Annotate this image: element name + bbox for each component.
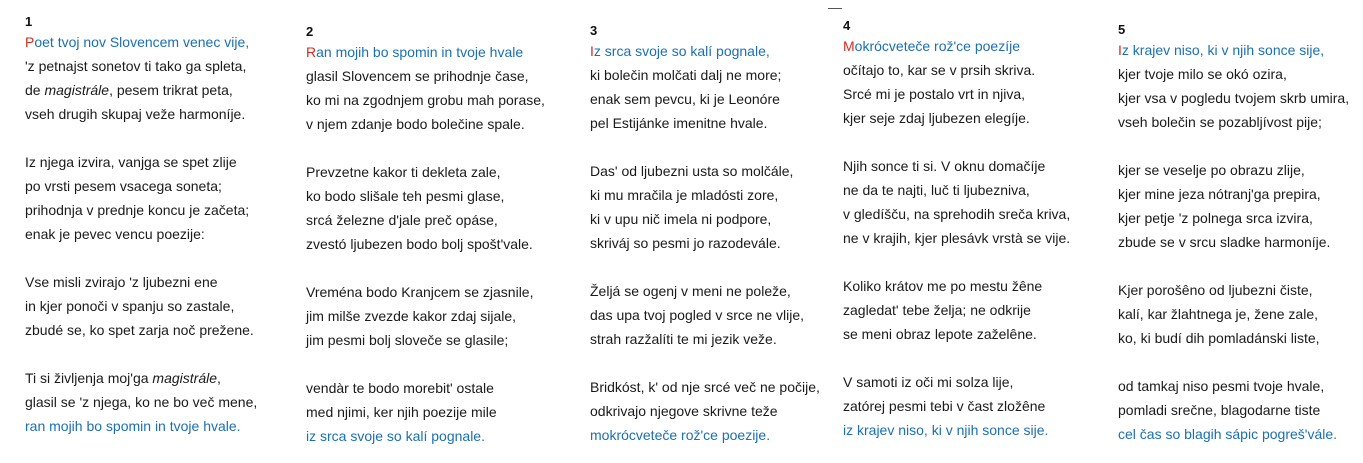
verse-text: 'z petnajst sonetov ti tako ga spleta, (25, 58, 247, 74)
initial-letter: I (590, 43, 594, 59)
verse-line (843, 34, 1105, 58)
verse-line (306, 304, 568, 328)
verse-text: odkrivajo njegove skrivne teže (590, 403, 778, 419)
stanza-gap (1118, 254, 1363, 278)
verse-emphasis: magistrále (44, 82, 110, 98)
verse-text: kjer mine jeza nótranj'ga prepira, (1118, 186, 1321, 202)
verse-text: glasil se 'z njega, ko ne bo več mene, (25, 394, 258, 410)
verse-line (25, 294, 287, 318)
verse-text: de (25, 82, 45, 98)
verse-text: pomladi srečne, blagodarne tiste (1118, 402, 1321, 418)
verse-line (306, 208, 568, 232)
verse-line (306, 64, 568, 88)
verse-text: das upa tvoj pogled v srce ne vlije, (590, 307, 805, 323)
verse-line (590, 63, 852, 87)
verse-line (25, 390, 287, 414)
verse-line (1118, 110, 1363, 134)
verse-line (590, 231, 852, 255)
verse-text: v gledíšču, na sprehodih sreča kriva, (843, 206, 1071, 222)
verse-text: Njih sonce ti si. V oknu domačíje (843, 158, 1046, 174)
verse-text: mokrócveteče rož'ce poezije. (590, 427, 771, 443)
verse-line (25, 198, 287, 222)
stanza-gap (306, 352, 568, 376)
verse-line (590, 303, 852, 327)
verse-line (1118, 302, 1363, 326)
stanza-gap (1118, 350, 1363, 374)
verse-line (25, 78, 287, 102)
verse-text: Das' od ljubezni usta so molčále, (590, 163, 794, 179)
verse-line (1118, 398, 1363, 422)
verse-text: V samoti iz oči mi solza lije, (843, 374, 1014, 390)
verse-line (25, 366, 287, 390)
verse-line (843, 274, 1105, 298)
verse-text: zvestó ljubezen bodo bolj spošt'vale. (306, 236, 533, 252)
verse-line (25, 150, 287, 174)
initial-letter: M (843, 38, 855, 54)
verse-text: Kjer porošêno od ljubezni čiste, (1118, 282, 1313, 298)
stanza-gap (25, 246, 287, 270)
verse-text: kjer tvoje milo se okó ozira, (1118, 66, 1287, 82)
sonnet-3 (590, 23, 852, 447)
verse-line (306, 88, 568, 112)
verse-line (843, 418, 1105, 442)
verse-text: Koliko krátov me po mestu žêne (843, 278, 1043, 294)
verse-line (1118, 38, 1363, 62)
verse-line (25, 30, 287, 54)
verse-text: ko, ki budí dih pomladánski liste, (1118, 330, 1320, 346)
verse-text: zbude se v srcu sladke harmoníje. (1118, 234, 1331, 250)
verse-text: vendàr te bodo morebit' ostale (306, 380, 494, 396)
verse-line (1118, 158, 1363, 182)
verse-text: Ti si življenja moj'ga (25, 370, 153, 386)
verse-text: oet tvoj nov Slovencem venec vije, (34, 34, 250, 50)
verse-line (1118, 182, 1363, 206)
verse-line (590, 159, 852, 183)
verse-text: očítajo to, kar se v prsih skriva. (843, 62, 1036, 78)
verse-line (590, 39, 852, 63)
stanza-gap (590, 351, 852, 375)
verse-line (1118, 230, 1363, 254)
verse-line (590, 279, 852, 303)
verse-text: jim pesmi bolj sloveče se glasile; (306, 332, 509, 348)
verse-text: ki v upu nič imela ni podpore, (590, 211, 772, 227)
verse-line (306, 400, 568, 424)
verse-text: jim milše zvezde kakor zdaj sijale, (306, 308, 517, 324)
verse-text: zagledat' tebe želja; ne odkrije (843, 302, 1031, 318)
verse-text: zatórej pesmi tebi v čast zložêne (843, 398, 1046, 414)
verse-text: an mojih bo spomin in tvoje hvale (316, 44, 524, 60)
verse-line (25, 414, 287, 438)
verse-text: ko bodo slišale teh pesmi glase, (306, 188, 505, 204)
verse-line (843, 106, 1105, 130)
verse-line (843, 298, 1105, 322)
verse-line (25, 174, 287, 198)
initial-letter: I (1118, 42, 1122, 58)
verse-text: ne da te najti, luč ti ljubezniva, (843, 182, 1030, 198)
stanza-gap (843, 346, 1105, 370)
verse-text: Željá se ogenj v meni ne poleže, (590, 283, 791, 299)
verse-text: srcá železne d'jale preč opáse, (306, 212, 498, 228)
stanza-gap (306, 136, 568, 160)
verse-line (25, 222, 287, 246)
sonnet-5 (1118, 22, 1363, 446)
sonnet-number: 5 (1118, 22, 1126, 37)
stanza-gap (590, 255, 852, 279)
verse-line (843, 82, 1105, 106)
verse-text: strah razžalíti te mi jezik veže. (590, 331, 777, 347)
verse-text: enak je pevec vencu poezije: (25, 226, 205, 242)
verse-text: po vrsti pesem vsacega soneta; (25, 178, 222, 194)
verse-text: ko mi na zgodnjem grobu mah porase, (306, 92, 545, 108)
verse-line (306, 184, 568, 208)
verse-text: in kjer ponoči v spanju so zastale, (25, 298, 235, 314)
verse-line (590, 423, 852, 447)
verse-line (843, 154, 1105, 178)
sonnet-number: 2 (306, 24, 314, 39)
verse-line (1118, 422, 1363, 446)
verse-text: prihodnja v prednje koncu je začeta; (25, 202, 250, 218)
verse-line (590, 375, 852, 399)
verse-text: kjer vsa v pogledu tvojem skrb umira, (1118, 90, 1350, 106)
verse-text: cel čas so blagih sápic pogreš'vále. (1118, 426, 1338, 442)
verse-line (843, 394, 1105, 418)
initial-letter: P (25, 34, 35, 50)
verse-text: vseh drugih skupaj veže harmoníje. (25, 106, 246, 122)
verse-line (843, 226, 1105, 250)
verse-line (1118, 62, 1363, 86)
verse-line (25, 54, 287, 78)
verse-line (843, 58, 1105, 82)
verse-line (590, 183, 852, 207)
verse-emphasis: magistrále (152, 370, 218, 386)
verse-text: Prevzetne kakor ti dekleta zale, (306, 164, 501, 180)
verse-text: , pesem trikrat peta, (109, 82, 233, 98)
sonnet-number: 3 (590, 23, 598, 38)
verse-text: Vse misli zvirajo 'z ljubezni ene (25, 274, 218, 290)
verse-text: Iz njega izvira, vanjga se spet zlije (25, 154, 237, 170)
verse-text: ki mu mračila je mladósti zore, (590, 187, 779, 203)
verse-text: skriváj so pesmi jo razodevále. (590, 235, 781, 251)
verse-line (306, 376, 568, 400)
initial-letter: R (306, 44, 317, 60)
stanza-gap (590, 135, 852, 159)
verse-line (590, 327, 852, 351)
verse-line (843, 370, 1105, 394)
verse-line (306, 160, 568, 184)
verse-line (306, 424, 568, 448)
verse-line (843, 178, 1105, 202)
verse-text: zbudé se, ko spet zarja noč preženе. (25, 322, 254, 338)
verse-line (25, 318, 287, 342)
verse-line (843, 322, 1105, 346)
verse-line (590, 399, 852, 423)
verse-line (306, 232, 568, 256)
verse-text: z srca svoje so kalí pognale, (593, 43, 770, 59)
verse-text: vseh bolečin se pozabljívost pije; (1118, 114, 1322, 130)
verse-text: z krajev niso, ki v njih sonce sije, (1121, 42, 1325, 58)
verse-text: ne v krajih, kjer plesávk vrstà se vije. (843, 230, 1071, 246)
verse-text: v njem zdanje bodo bolečine spale. (306, 116, 525, 132)
stanza-gap (306, 256, 568, 280)
verse-text: se meni obraz lepote zaželêne. (843, 326, 1037, 342)
verse-text: enak sem pevcu, ki je Leonóre (590, 91, 780, 107)
verse-line (843, 202, 1105, 226)
divider-line (828, 8, 842, 9)
verse-text: okrócveteče rož'ce poezíje (854, 38, 1020, 54)
verse-line (1118, 206, 1363, 230)
verse-text: Srcé mi je postalo vrt in njiva, (843, 86, 1026, 102)
stanza-gap (1118, 134, 1363, 158)
sonnet-number: 1 (25, 14, 33, 29)
verse-text: ki bolečin molčati dalj ne more; (590, 67, 782, 83)
verse-text: pel Estijánke imenitne hvale. (590, 115, 768, 131)
verse-text: ran mojih bo spomin in tvoje hvale. (25, 418, 241, 434)
verse-line (1118, 374, 1363, 398)
verse-line (1118, 278, 1363, 302)
sonnet-1 (25, 14, 287, 438)
verse-line (590, 207, 852, 231)
verse-text: kjer petje 'z polnega srca izvira, (1118, 210, 1313, 226)
verse-line (306, 40, 568, 64)
verse-line (1118, 326, 1363, 350)
verse-line (306, 112, 568, 136)
verse-text: Vreména bodo Kranjcem se zjasnile, (306, 284, 534, 300)
stanza-gap (843, 130, 1105, 154)
verse-line (590, 111, 852, 135)
verse-text: kjer seje zdaj ljubezen elegíje. (843, 110, 1030, 126)
verse-text: med njimi, ker njih poezije mile (306, 404, 497, 420)
verse-line (25, 270, 287, 294)
verse-text: iz srca svoje so kalí pognale. (306, 428, 485, 444)
verse-line (25, 102, 287, 126)
stanza-gap (25, 126, 287, 150)
stanza-gap (843, 250, 1105, 274)
verse-line (590, 87, 852, 111)
verse-text: , (217, 370, 221, 386)
sonnet-number: 4 (843, 18, 851, 33)
verse-text: glasil Slovencem se prihodnje čase, (306, 68, 529, 84)
verse-line (306, 280, 568, 304)
verse-text: iz krajev niso, ki v njih sonce sije. (843, 422, 1049, 438)
verse-text: od tamkaj niso pesmi tvoje hvale, (1118, 378, 1325, 394)
verse-text: kjer se veselje po obrazu zlije, (1118, 162, 1305, 178)
stanza-gap (25, 342, 287, 366)
verse-line (306, 328, 568, 352)
sonnet-2 (306, 24, 568, 448)
verse-line (1118, 86, 1363, 110)
sonnet-4 (843, 18, 1105, 442)
verse-text: kalí, kar žlahtnega je, žene zale, (1118, 306, 1319, 322)
verse-text: Bridkóst, k' od nje srcé več ne počije, (590, 379, 820, 395)
